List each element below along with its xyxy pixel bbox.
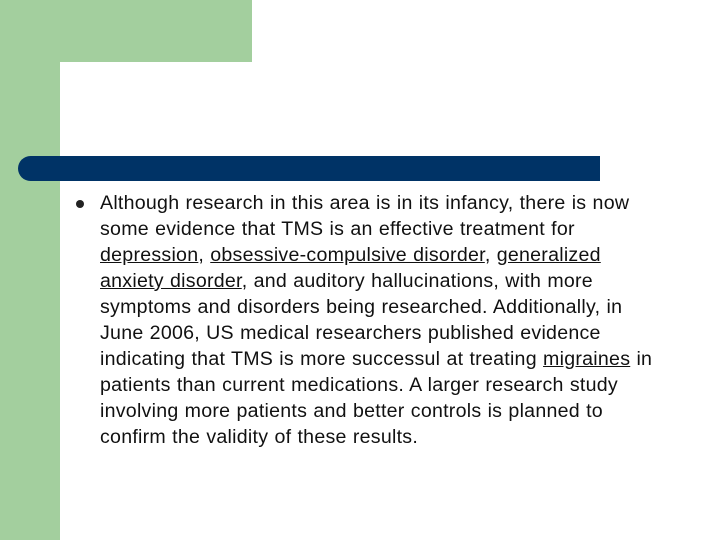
link-generalized-anxiety-disorder[interactable]: generalized anxiety disorder <box>100 244 601 292</box>
title-bar <box>18 156 600 181</box>
accent-bar-left <box>0 0 60 540</box>
text-segment: , <box>198 244 211 266</box>
bullet-item <box>68 190 668 450</box>
text-segment: , <box>484 244 497 266</box>
text-segment: in patients than current medications. A larger research study involving more patients and better controls is planned to confirm the validity of these results. <box>100 348 653 448</box>
link-migraines[interactable]: migraines <box>543 348 631 370</box>
slide-body <box>68 190 668 450</box>
text-segment: , and auditory hallucinations, with more symptoms and disorders being researched. Additionally, in June 2006, US medical researchers published evidence indicating that TMS is more successul at treating <box>100 270 623 370</box>
link-depression[interactable]: depression <box>100 244 199 266</box>
bullet-text <box>100 190 668 450</box>
bullet-dot-icon <box>76 200 84 208</box>
content-corner <box>60 62 140 142</box>
text-segment: Although research in this area is in its infancy, there is now some evidence that TMS is an effective treatment for <box>100 192 630 240</box>
link-obsessive-compulsive-disorder[interactable]: obsessive-compulsive disorder <box>210 244 485 266</box>
